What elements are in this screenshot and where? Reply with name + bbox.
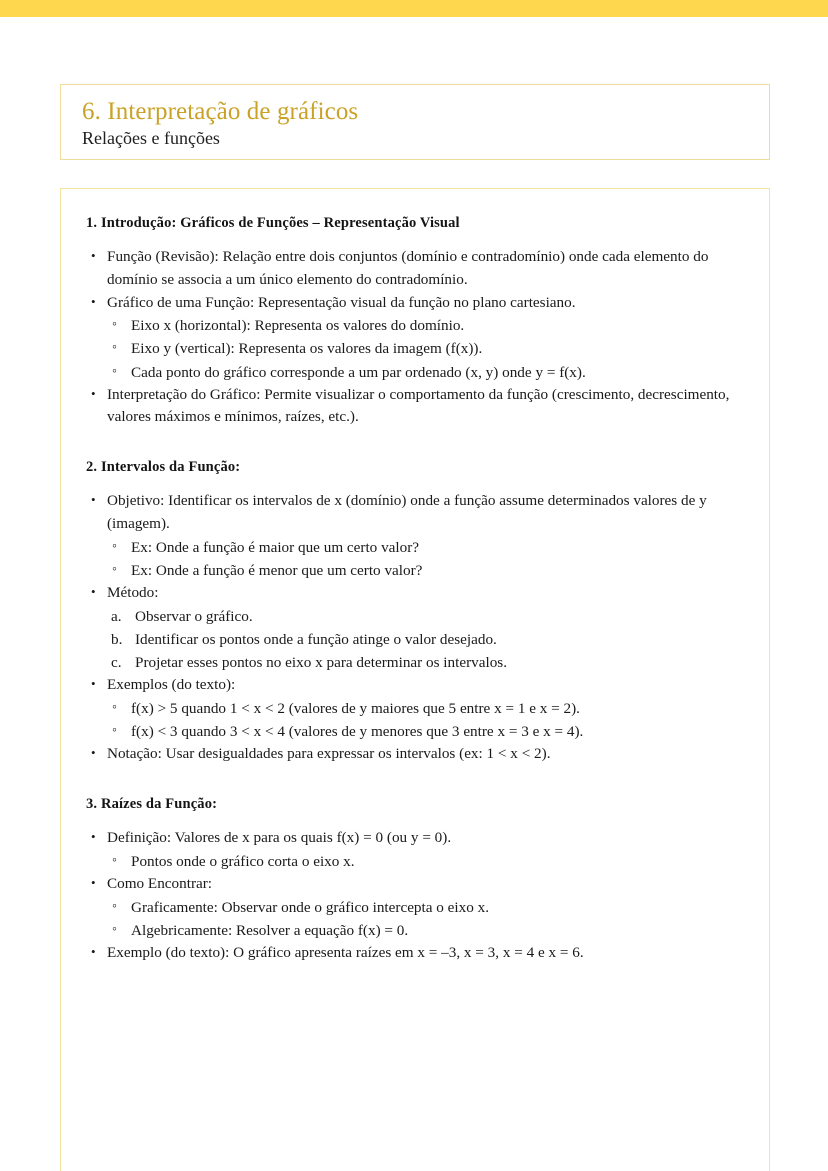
list-item-text: • Objetivo: Identificar os intervalos de x (domínio) onde a função assume determinados valores de y (imagem). xyxy=(107,492,707,532)
list-item-text: • Exemplo (do texto): O gráfico apresenta raízes em x = –3, x = 3, x = 4 e x = 6. xyxy=(107,944,584,961)
page-subtitle: Relações e funções xyxy=(82,128,220,149)
sub-list-item: ◦ Graficamente: Observar onde o gráfico intercepta o eixo x. xyxy=(107,896,745,919)
section-heading: 3. Raízes da Função: xyxy=(86,795,218,812)
sub-bullet-list xyxy=(107,314,745,383)
lettered-list-item xyxy=(107,628,745,651)
list-item xyxy=(85,942,745,965)
list-item xyxy=(85,292,745,384)
sections-container xyxy=(85,215,745,965)
section-heading: 2. Intervalos da Função: xyxy=(86,459,241,476)
list-item xyxy=(85,674,745,743)
document-content xyxy=(60,188,770,1171)
sub-list-item: ◦ Cada ponto do gráfico corresponde a um par ordenado (x, y) onde y = f(x). xyxy=(107,361,745,384)
document-header xyxy=(60,84,770,160)
list-item-text: • Função (Revisão): Relação entre dois conjuntos (domínio e contradomínio) onde cada elemento do domínio se associa a um único elemento do contradomínio. xyxy=(107,248,708,288)
list-item-text: • Exemplos (do texto): xyxy=(107,676,235,693)
sub-list-item: ◦ Eixo x (horizontal): Representa os valores do domínio. xyxy=(107,314,745,337)
list-marker: c. xyxy=(111,654,122,672)
list-item xyxy=(85,743,745,766)
lettered-list xyxy=(107,605,745,674)
list-marker: a. xyxy=(111,607,122,625)
lettered-list-text: Identificar os pontos onde a função atinge o valor desejado. xyxy=(135,630,497,648)
section-bullet-list xyxy=(85,246,745,429)
list-marker: b. xyxy=(111,630,123,648)
lettered-list-text: Observar o gráfico. xyxy=(135,607,253,625)
sub-bullet-list xyxy=(107,536,745,582)
lettered-list-text: Projetar esses pontos no eixo x para determinar os intervalos. xyxy=(135,654,507,672)
lettered-list-item xyxy=(107,651,745,674)
list-item xyxy=(85,490,745,582)
lettered-list-item xyxy=(107,605,745,628)
list-item xyxy=(85,873,745,942)
top-accent-bar xyxy=(0,0,828,17)
sub-list-item: ◦ Eixo y (vertical): Representa os valores da imagem (f(x)). xyxy=(107,337,745,360)
section-bullet-list xyxy=(85,827,745,965)
list-item xyxy=(85,246,745,292)
list-item-text: • Método: xyxy=(107,584,158,601)
section-bullet-list xyxy=(85,490,745,766)
list-item-text: • Definição: Valores de x para os quais f(x) = 0 (ou y = 0). xyxy=(107,829,451,846)
list-item-text: • Notação: Usar desigualdades para expressar os intervalos (ex: 1 < x < 2). xyxy=(107,745,551,762)
list-item xyxy=(85,384,745,430)
sub-list-item: ◦ f(x) < 3 quando 3 < x < 4 (valores de y menores que 3 entre x = 3 e x = 4). xyxy=(107,720,745,743)
sub-bullet-list xyxy=(107,896,745,942)
list-item-text: • Interpretação do Gráfico: Permite visualizar o comportamento da função (crescimento, decrescimento, valores máximos e mínimos, raízes, etc.). xyxy=(107,386,729,426)
sub-list-item: ◦ Ex: Onde a função é maior que um certo valor? xyxy=(107,536,745,559)
sub-list-item: ◦ f(x) > 5 quando 1 < x < 2 (valores de y maiores que 5 entre x = 1 e x = 2). xyxy=(107,697,745,720)
list-item-text: • Como Encontrar: xyxy=(107,875,212,892)
section-heading: 1. Introdução: Gráficos de Funções – Representação Visual xyxy=(86,215,460,231)
list-item xyxy=(85,582,745,674)
sub-list-item: ◦ Pontos onde o gráfico corta o eixo x. xyxy=(107,850,745,873)
list-item xyxy=(85,827,745,873)
page-title: 6. Interpretação de gráficos xyxy=(82,98,359,125)
sub-bullet-list xyxy=(107,697,745,743)
sub-bullet-list xyxy=(107,850,745,873)
list-item-text: • Gráfico de uma Função: Representação visual da função no plano cartesiano. xyxy=(107,294,576,311)
sub-list-item: ◦ Ex: Onde a função é menor que um certo valor? xyxy=(107,559,745,582)
sub-list-item: ◦ Algebricamente: Resolver a equação f(x) = 0. xyxy=(107,919,745,942)
